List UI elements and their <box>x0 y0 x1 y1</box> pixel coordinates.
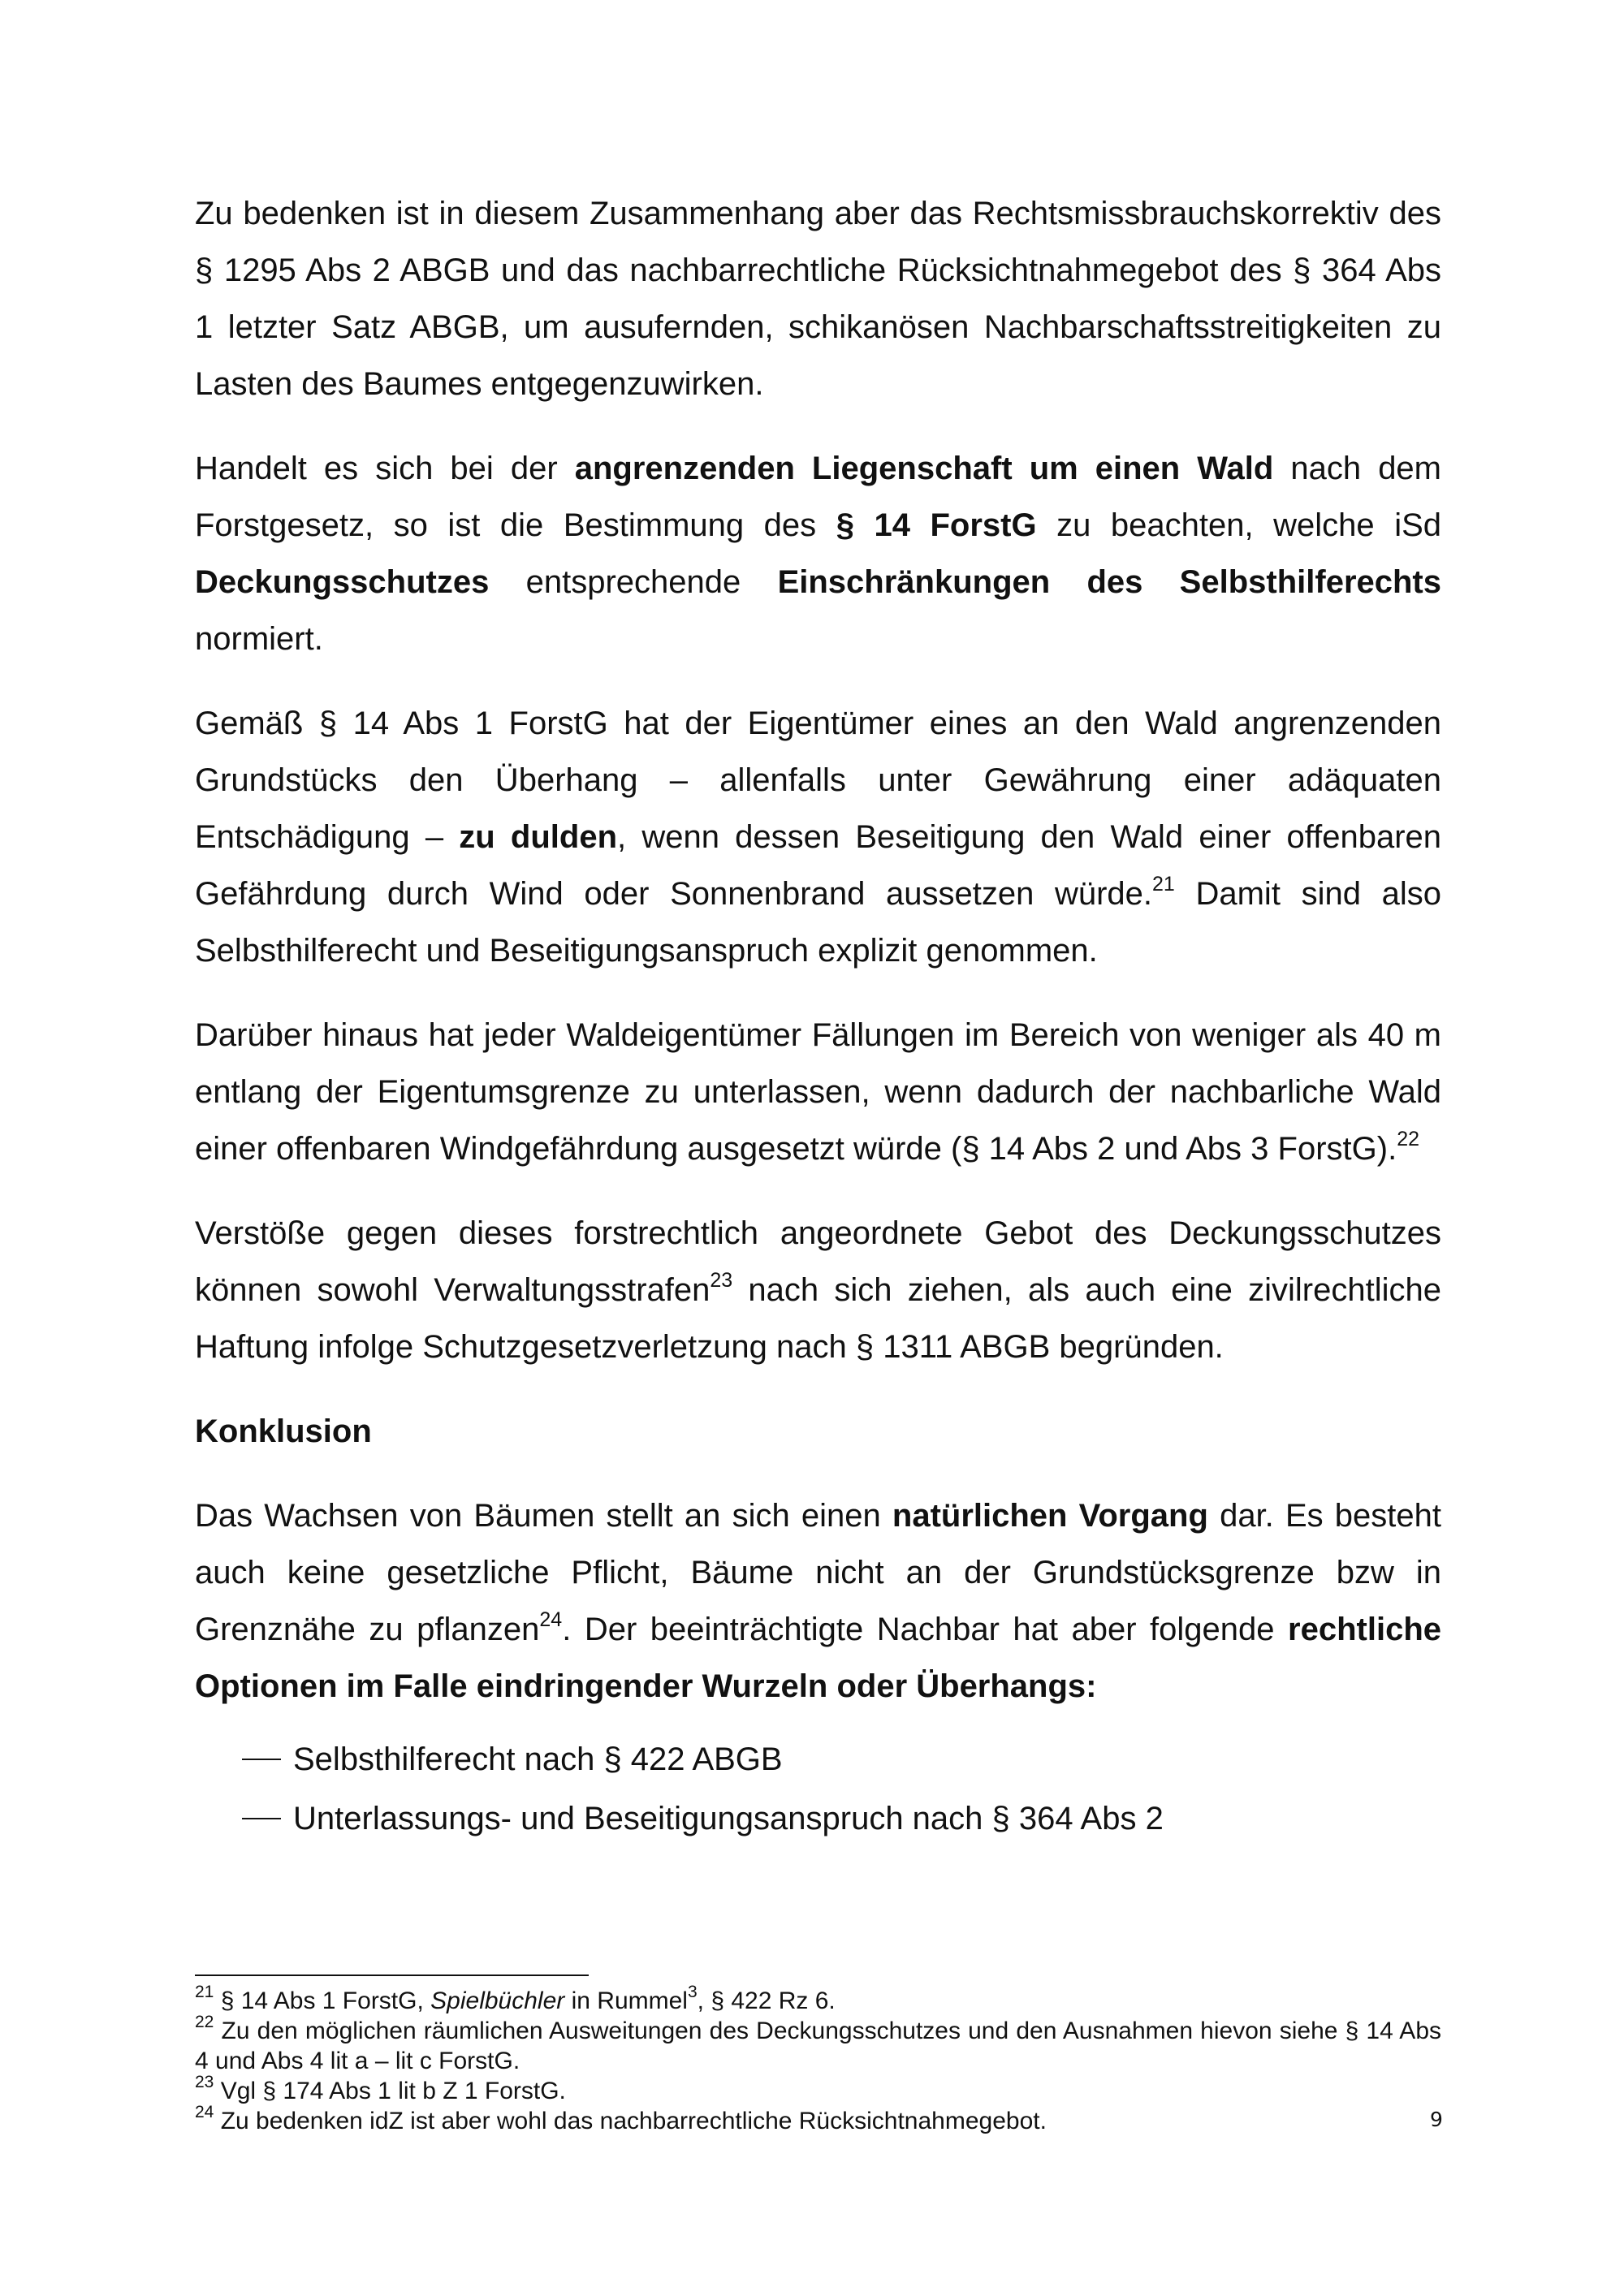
paragraph-wald <box>195 440 1441 667</box>
text-run: Handelt es sich bei der <box>195 451 575 486</box>
text-run: Verstöße gegen dieses forstrechtlich angeordnete Gebot des Deckungsschutzes können sowohl Verwaltungsstrafen <box>195 1215 1441 1308</box>
options-list <box>195 1731 1441 1847</box>
edition-superscript: 3 <box>687 1983 698 2001</box>
dash-bullet-icon <box>242 1759 281 1760</box>
footnote-22 <box>195 2013 1441 2076</box>
footnote-21 <box>195 1983 1441 2016</box>
text-run: entsprechende <box>489 564 778 600</box>
bold-phrase: natürlichen Vorgang <box>892 1498 1208 1534</box>
text-run: Zu bedenken idZ ist aber wohl das nachbarrechtliche Rücksichtnahmegebot. <box>214 2108 1047 2134</box>
paragraph-text: Zu bedenken ist in diesem Zusammenhang aber das Rechtsmissbrauchskorrektiv des § 1295 Abs 2 ABGB und das nachbarrechtliche Rücksichtnahmegebot des § 364 Abs 1 letzter Satz ABGB, um ausufernden, schikanösen Nachbarschaftsstreitigkeiten zu Lasten des Baumes entgegenzuwirken. <box>195 196 1441 402</box>
body-text <box>195 185 1441 1849</box>
text-run: . Der beeinträchtigte Nachbar hat aber folgende <box>562 1612 1289 1647</box>
text-run: Gemäß § 14 Abs 1 ForstG hat der Eigentümer eines an den Wald angrenzenden Grundstücks den Überhang – allenfalls unter Gewährung einer adäquaten Entschädigung – <box>195 706 1441 855</box>
footnote-separator <box>195 1974 589 1976</box>
list-item <box>195 1731 1441 1788</box>
section-heading-konklusion: Konklusion <box>195 1413 372 1449</box>
bold-phrase: zu dulden <box>459 819 618 855</box>
paragraph-rechtsmissbrauch <box>195 185 1441 412</box>
text-run: Damit sind also Selbsthilferecht und Beseitigungsanspruch explizit genommen. <box>195 876 1441 969</box>
paragraph-paragraph-14-abs-1 <box>195 695 1441 979</box>
text-run: Das Wachsen von Bäumen stellt an sich einen <box>195 1498 892 1534</box>
paragraph-faellungen <box>195 1007 1441 1177</box>
text-run: zu beachten, welche iSd <box>1036 507 1442 543</box>
page-number: 9 <box>1430 2108 1443 2131</box>
bold-phrase: rechtliche Optionen im Falle eindringender Wurzeln oder Überhangs: <box>195 1612 1442 1704</box>
list-item <box>195 1790 1441 1847</box>
dash-bullet-icon <box>242 1818 281 1819</box>
footnote-ref-21[interactable]: 21 <box>1152 873 1175 896</box>
footnote-number: 22 <box>195 2013 214 2031</box>
list-item-text: Unterlassungs- und Beseitigungsanspruch nach § 364 Abs 2 <box>293 1801 1164 1836</box>
footnote-ref-24[interactable]: 24 <box>539 1608 563 1631</box>
footnote-number: 23 <box>195 2073 214 2091</box>
text-run: , wenn dessen Beseitigung den Wald einer offenbaren Gefährdung durch Wind oder Sonnenbrand aussetzen würde. <box>195 819 1442 912</box>
footnote-ref-22[interactable]: 22 <box>1397 1128 1419 1150</box>
footnote-number: 24 <box>195 2103 214 2121</box>
footnote-ref-23[interactable]: 23 <box>710 1269 733 1292</box>
text-run: § 14 Abs 1 ForstG, <box>214 1987 431 2014</box>
italic-phrase: Spielbüchler <box>430 1987 565 2014</box>
text-run: in Rummel <box>564 1987 688 2014</box>
bold-phrase: Deckungsschutzes <box>195 564 490 600</box>
text-run: nach dem Forstgesetz, so ist die Bestimmung des <box>195 451 1442 543</box>
bold-phrase: Einschränkungen des Selbsthilferechts <box>777 564 1441 600</box>
bold-phrase: angrenzenden Liegenschaft um einen Wald <box>574 451 1274 486</box>
text-run: Vgl § 174 Abs 1 lit b Z 1 ForstG. <box>214 2078 566 2104</box>
text-run: nach sich ziehen, als auch eine zivilrechtliche Haftung infolge Schutzgesetzverletzung nach § 1311 ABGB begründen. <box>195 1272 1441 1365</box>
footnote-23 <box>195 2073 1441 2106</box>
text-run: , § 422 Rz 6. <box>697 1987 836 2014</box>
paragraph-konklusion <box>195 1487 1441 1715</box>
footnotes <box>195 1983 1441 2136</box>
bold-phrase: § 14 ForstG <box>836 507 1037 543</box>
footnote-24 <box>195 2103 1441 2136</box>
text-run: Zu den möglichen räumlichen Ausweitungen des Deckungsschutzes und den Ausnahmen hievon siehe § 14 Abs 4 und Abs 4 lit a – lit c ForstG. <box>195 2018 1441 2074</box>
paragraph-verstoesse <box>195 1205 1441 1375</box>
text-run: normiert. <box>195 621 323 657</box>
text-run: dar. Es besteht auch keine gesetzliche Pflicht, Bäume nicht an der Grundstücksgrenze bzw in Grenznähe zu pflanzen <box>195 1498 1441 1647</box>
footnote-number: 21 <box>195 1983 214 2001</box>
text-run: Darüber hinaus hat jeder Waldeigentümer Fällungen im Bereich von weniger als 40 m entlang der Eigentumsgrenze zu unterlassen, wenn dadurch der nachbarliche Wald einer offenbaren Windgefährdung ausgesetzt würde (§ 14 Abs 2 und Abs 3 ForstG). <box>195 1017 1441 1167</box>
list-item-text: Selbsthilferecht nach § 422 ABGB <box>293 1741 783 1777</box>
